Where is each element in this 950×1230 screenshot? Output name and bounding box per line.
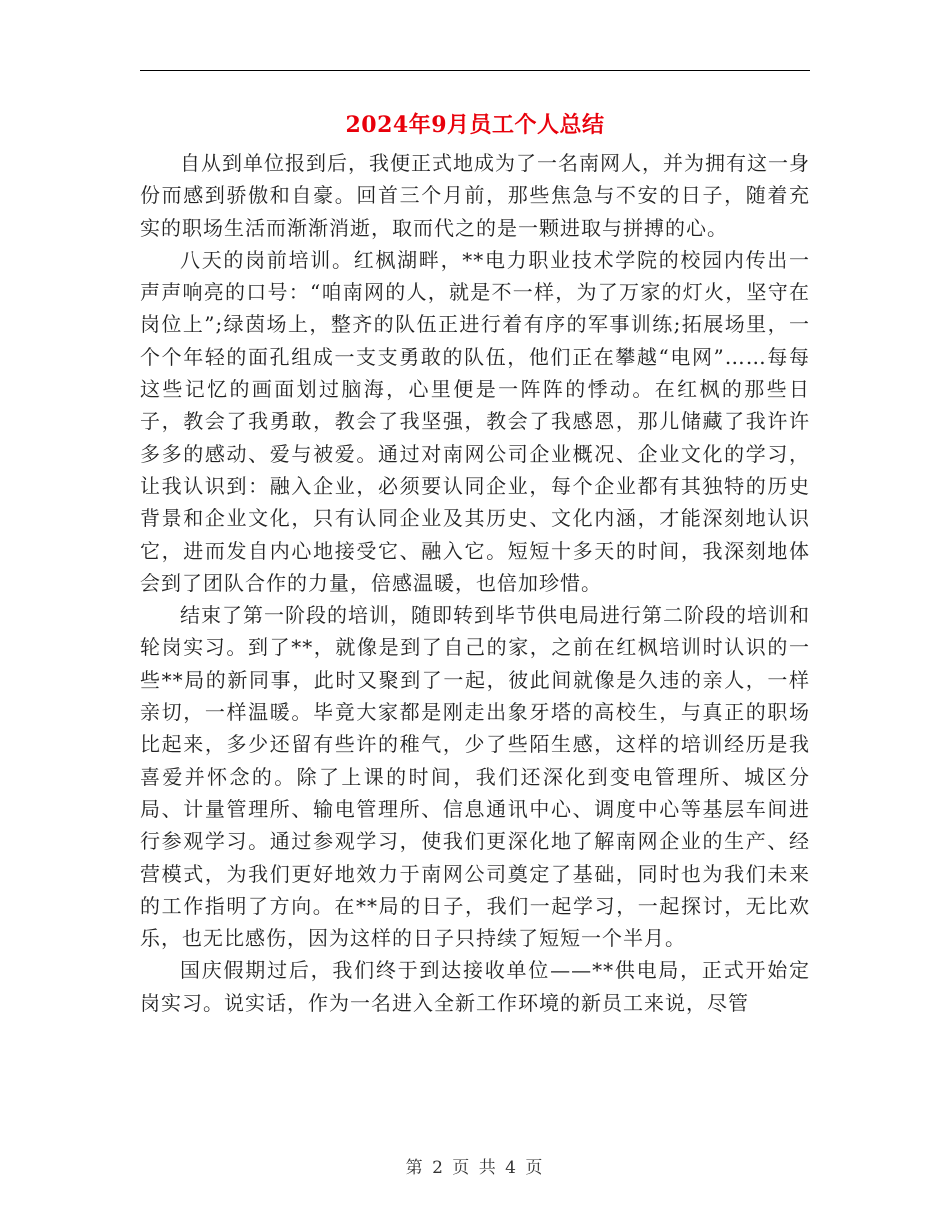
paragraph: 八天的岗前培训。红枫湖畔，**电力职业技术学院的校园内传出一声声响亮的口号：“咱南网的人，就是不一样，为了万家的灯火，坚守在岗位上”;绿茵场上，整齐的队伍正进行着有序的军事训练;拓展场里，一个个年轻的面孔组成一支支勇敢的队伍，他们正在攀越“电网”……每每这些记忆的画面划过脑海，心里便是一阵阵的悸动。在红枫的那些日子，教会了我勇敢，教会了我坚强，教会了我感恩，那儿储藏了我许许多多的感动、爱与被爱。通过对南网公司企业概况、企业文化的学习，让我认识到：融入企业，必须要认同企业，每个企业都有其独特的历史背景和企业文化，只有认同企业及其历史、文化内涵，才能深刻地认识它，进而发自内心地接受它、融入它。短短十多天的时间，我深刻地体会到了团队合作的力量，倍感温暖，也倍加珍惜。 [140, 247, 810, 595]
paragraph: 结束了第一阶段的培训，随即转到毕节供电局进行第二阶段的培训和轮岗实习。到了**，就像是到了自己的家，之前在红枫培训时认识的一些**局的新同事，此时又聚到了一起，彼此间就像是久违的亲人，一样亲切，一样温暖。毕竟大家都是刚走出象牙塔的高校生，与真正的职场比起来，多少还留有些许的稚气，少了些陌生感，这样的培训经历是我喜爱并怀念的。除了上课的时间，我们还深化到变电管理所、城区分局、计量管理所、输电管理所、信息通讯中心、调度中心等基层车间进行参观学习。通过参观学习，使我们更深化地了解南网企业的生产、经营模式，为我们更好地效力于南网公司奠定了基础，同时也为我们未来的工作指明了方向。在**局的日子，我们一起学习，一起探讨，无比欢乐，也无比感伤，因为这样的日子只持续了短短一个半月。 [140, 603, 810, 951]
header-rule [140, 70, 810, 71]
paragraph: 国庆假期过后，我们终于到达接收单位——**供电局，正式开始定岗实习。说实话，作为一名进入全新工作环境的新员工来说，尽管 [140, 958, 810, 1015]
document-title: 2024年9月员工个人总结 [345, 112, 605, 138]
document-body [140, 147, 810, 1019]
paragraph: 自从到单位报到后，我便正式地成为了一名南网人，并为拥有这一身份而感到骄傲和自豪。回首三个月前，那些焦急与不安的日子，随着充实的职场生活而渐渐消逝，取而代之的是一颗进取与拼搏的心。 [140, 151, 810, 240]
page-footer: 第 2 页 共 4 页 [405, 1158, 545, 1178]
